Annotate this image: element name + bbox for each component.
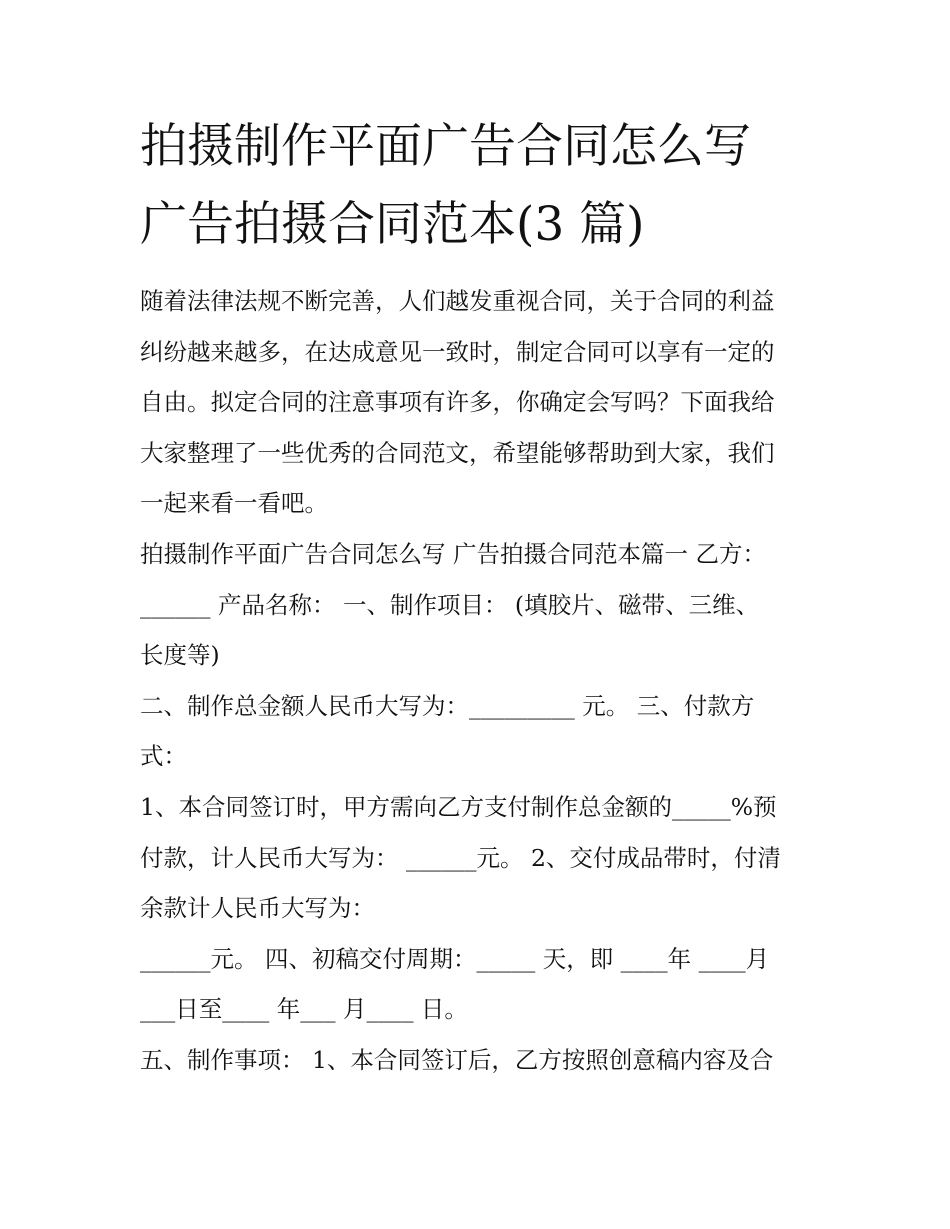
paragraph-line: 大家整理了一些优秀的合同范文，希望能够帮助到大家，我们	[140, 439, 775, 467]
paragraph-line: 一起来看一看吧。	[140, 489, 328, 517]
paragraph-line: 拍摄制作平面广告合同怎么写 广告拍摄合同范本篇一 乙方：	[140, 540, 766, 568]
title-line-1: 拍摄制作平面广告合同怎么写	[140, 119, 751, 174]
paragraph-line: 余款计人民币大写为：	[140, 894, 375, 922]
paragraph-line: 长度等)	[140, 641, 220, 669]
paragraph-line: 纠纷越来越多，在达成意见一致时，制定合同可以享有一定的	[140, 338, 775, 366]
paragraph-line: 付款，计人民币大写为： ______元。 2、交付成品带时，付清	[140, 844, 781, 872]
paragraph-line: 式：	[140, 742, 187, 770]
paragraph-line: ___日至____ 年___ 月____ 日。	[140, 995, 468, 1023]
title-line-2: 广告拍摄合同范本(3 篇)	[140, 197, 645, 252]
document-title	[140, 108, 830, 264]
paragraph-line: 1、本合同签订时，甲方需向乙方支付制作总金额的_____%预	[140, 793, 777, 821]
paragraph-line: 二、制作总金额人民币大写为：_________ 元。 三、付款方	[140, 692, 755, 720]
paragraph-line: 随着法律法规不断完善，人们越发重视合同，关于合同的利益	[140, 287, 775, 315]
paragraph-line: 五、制作事项： 1、本合同签订后，乙方按照创意稿内容及合	[140, 1046, 774, 1074]
paragraph-line: 自由。拟定合同的注意事项有许多，你确定会写吗？下面我给	[140, 388, 775, 416]
paragraph-line: ______ 产品名称： 一、制作项目： (填胶片、磁带、三维、	[140, 591, 760, 619]
paragraph-line: ______元。 四、初稿交付周期：_____ 天，即 ____年 ____月	[140, 945, 770, 973]
